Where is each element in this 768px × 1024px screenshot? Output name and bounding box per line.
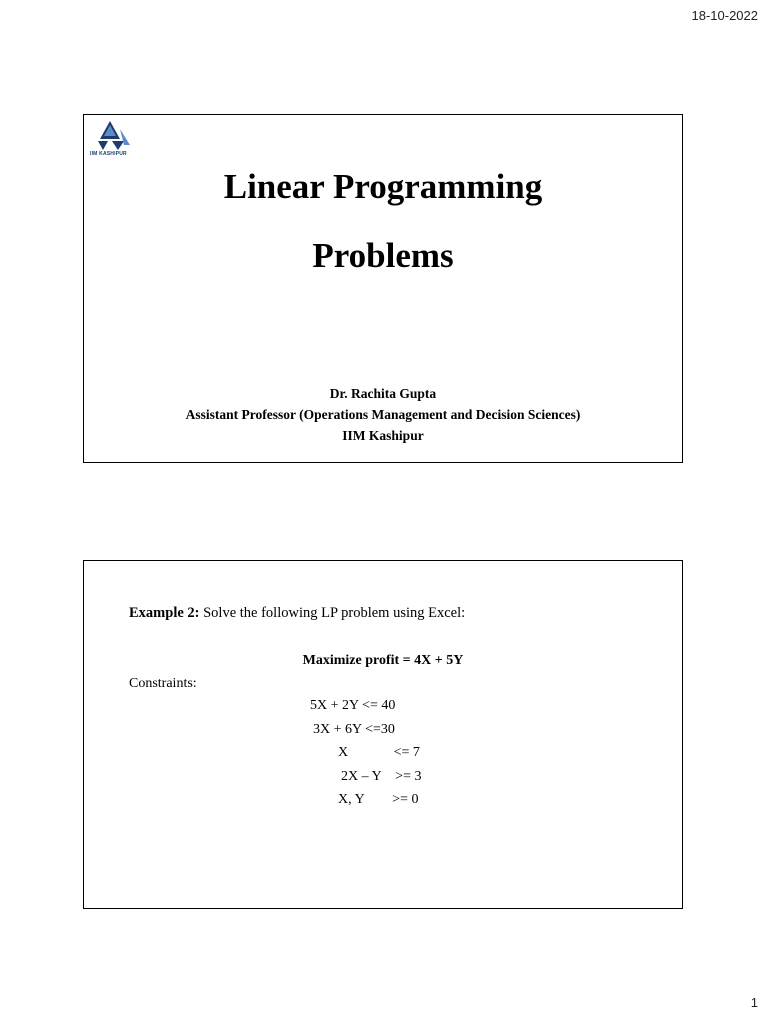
objective-function: Maximize profit = 4X + 5Y — [302, 653, 464, 668]
example-text: Solve the following LP problem using Excel: — [199, 605, 466, 621]
author-title: Assistant Professor (Operations Management and Decision Sciences) — [185, 407, 581, 422]
author-block — [84, 383, 682, 446]
author-name: Dr. Rachita Gupta — [329, 386, 437, 401]
page-date: 18-10-2022 — [691, 8, 758, 23]
constraint-1: 5X + 2Y <= 40 — [310, 698, 396, 713]
author-institution: IIM Kashipur — [342, 428, 424, 443]
logo-icon — [90, 119, 136, 153]
constraint-3: X <= 7 — [338, 745, 420, 760]
slide-title-line-1: Linear Programming — [223, 167, 543, 206]
constraint-5: X, Y >= 0 — [338, 792, 419, 807]
example-slide — [83, 560, 683, 909]
title-slide — [83, 114, 683, 463]
logo-caption: IIM KASHIPUR — [90, 151, 127, 157]
constraint-2: 3X + 6Y <=30 — [313, 722, 395, 737]
constraint-4: 2X – Y >= 3 — [341, 769, 422, 784]
example-label: Example 2: — [129, 605, 200, 621]
slide-title-line-2: Problems — [312, 236, 454, 275]
constraints-label: Constraints: — [129, 676, 197, 691]
page-number: 1 — [750, 995, 758, 1010]
example-heading — [129, 605, 465, 622]
